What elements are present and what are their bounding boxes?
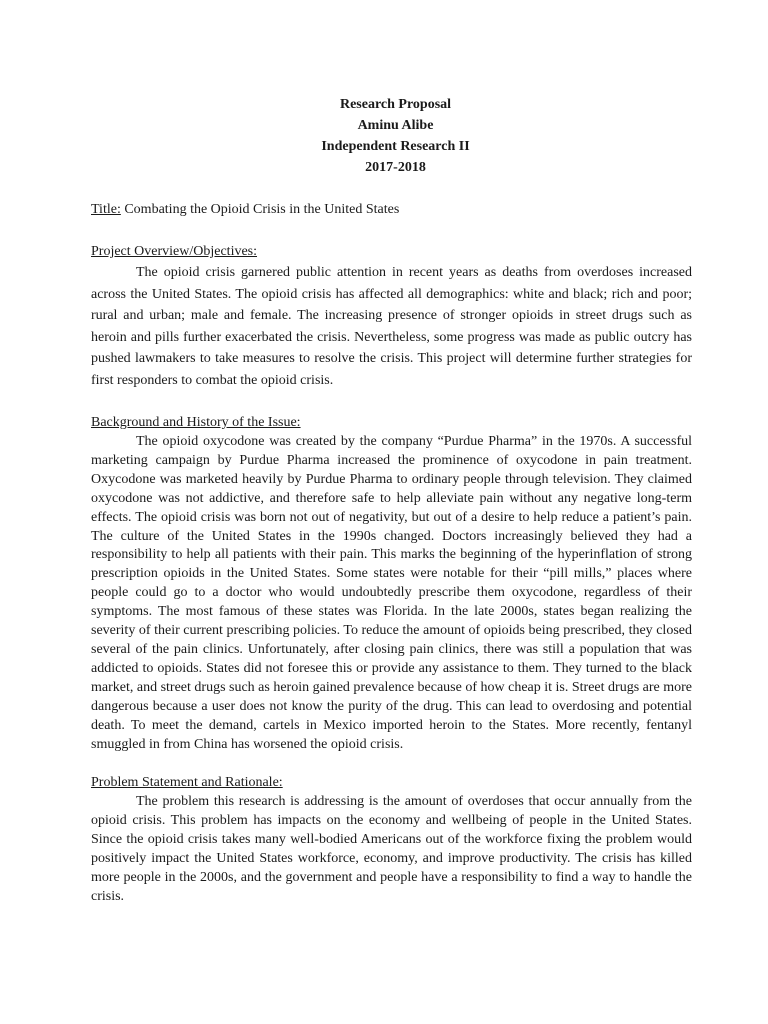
proposal-title <box>91 199 692 220</box>
section-problem <box>91 772 692 906</box>
section-background <box>91 412 692 754</box>
section-body: The opioid oxycodone was created by the company “Purdue Pharma” in the 1970s. A successful marketing campaign by Purdue Pharma increased the prominence of oxycodone in pain treatment. Oxycodone was marketed heavily by Purdue Pharma to ordinary people through television. They claimed oxycodone was not addictive, and therefore safe to help alleviate pain without any negative long-term effects. The opioid crisis was born not out of negativity, but out of a desire to help reduce a patient’s pain. The culture of the United States in the 1990s changed. Doctors increasingly believed they had a responsibility to help all patients with their pain. This marks the beginning of the hyperinflation of strong prescription opioids in the United States. Some states were notable for their “pill mills,” places where people could go to a doctor who would undoubtedly prescribe them oxycodone, regardless of their symptoms. The most famous of these states was Florida. In the late 2000s, states began realizing the severity of their current prescribing policies. To reduce the amount of opioids being prescribed, they closed several of the pain clinics. Unfortunately, after closing pain clinics, there was still a population that was addicted to opioids. States did not foresee this or provide any assistance to them. They turned to the black market, and street drugs such as heroin gained prevalence because of how cheap it is. Street drugs are more dangerous because a user does not know the purity of the drug. This can lead to overdosing and potential death. To meet the demand, cartels in Mexico imported heroin to the States. More recently, fentanyl smuggled in from China has worsened the opioid crisis. <box>91 434 692 752</box>
title-text: Combating the Opioid Crisis in the United States <box>120 202 400 217</box>
section-heading: Background and History of the Issue: <box>91 415 301 430</box>
document-header <box>91 94 692 178</box>
section-overview <box>91 241 692 391</box>
header-doc-type: Research Proposal <box>339 97 452 112</box>
header-year: 2017-2018 <box>365 160 426 175</box>
section-body: The problem this research is addressing is the amount of overdoses that occur annually from the opioid crisis. This problem has impacts on the economy and wellbeing of people in the United States. Since the opioid crisis takes many well-bodied Americans out of the workforce fixing the problem would positively impact the United States workforce, economy, and improve productivity. The crisis has killed more people in the 2000s, and the government and people have a responsibility to find a way to handle the crisis. <box>91 794 692 904</box>
section-heading: Project Overview/Objectives: <box>91 244 258 259</box>
title-label: Title: <box>91 202 121 217</box>
section-body: The opioid crisis garnered public attention in recent years as deaths from overdoses increased across the United States. The opioid crisis has affected all demographics: white and black; rich and poor; rural and urban; male and female. The increasing presence of stronger opioids in street drugs such as heroin and pills further exacerbated the crisis. Nevertheless, some progress was made as public outcry has pushed lawmakers to take measures to resolve the crisis. This project will determine further strategies for first responders to combat the opioid crisis. <box>91 265 692 388</box>
header-course: Independent Research II <box>321 139 470 154</box>
header-author: Aminu Alibe <box>357 118 434 133</box>
section-heading: Problem Statement and Rationale: <box>91 775 283 791</box>
